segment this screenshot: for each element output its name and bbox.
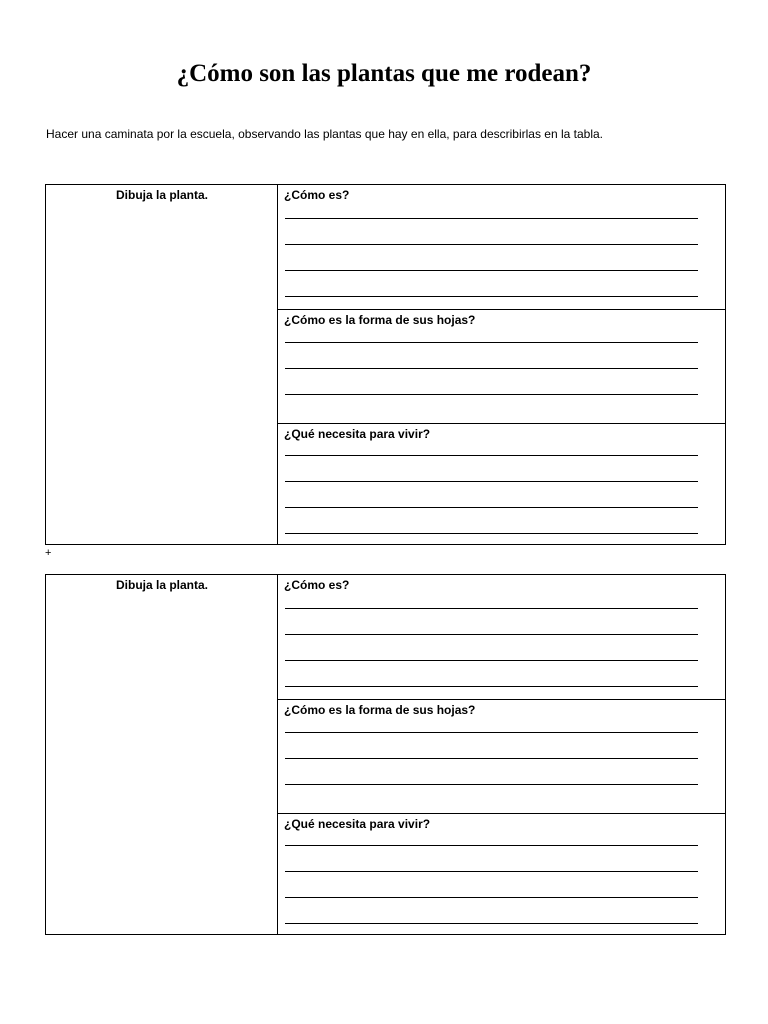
answer-line[interactable] — [285, 342, 698, 343]
plant-table-1 — [45, 184, 726, 545]
answer-line[interactable] — [285, 660, 698, 661]
answer-line[interactable] — [285, 533, 698, 534]
draw-plant-label: Dibuja la planta. — [115, 188, 208, 202]
answer-line[interactable] — [285, 758, 698, 759]
answer-line[interactable] — [285, 270, 698, 271]
question-cell-necesita-vivir — [278, 814, 725, 934]
answer-line[interactable] — [285, 394, 698, 395]
question-cell-forma-hojas — [278, 310, 725, 424]
answer-line[interactable] — [285, 481, 698, 482]
question-cell-necesita-vivir — [278, 424, 725, 544]
instructions-text: Hacer una caminata por la escuela, observando las plantas que hay en ella, para describirlas en la tabla. — [46, 127, 604, 141]
answer-line[interactable] — [285, 455, 698, 456]
page-title: ¿Cómo son las plantas que me rodean? — [176, 60, 592, 87]
draw-plant-label: Dibuja la planta. — [115, 578, 208, 592]
answer-line[interactable] — [285, 244, 698, 245]
answer-line[interactable] — [285, 845, 698, 846]
answer-line[interactable] — [285, 897, 698, 898]
question-label: ¿Cómo es? — [284, 578, 350, 592]
question-label: ¿Cómo es la forma de sus hojas? — [284, 313, 476, 327]
question-cell-forma-hojas — [278, 700, 725, 814]
answer-line[interactable] — [285, 923, 698, 924]
answer-line[interactable] — [285, 608, 698, 609]
draw-plant-cell[interactable] — [46, 185, 278, 544]
answer-line[interactable] — [285, 784, 698, 785]
question-cell-como-es — [278, 575, 725, 700]
answer-line[interactable] — [285, 507, 698, 508]
answer-line[interactable] — [285, 686, 698, 687]
question-cell-como-es — [278, 185, 725, 310]
answer-line[interactable] — [285, 296, 698, 297]
question-label: ¿Cómo es la forma de sus hojas? — [284, 703, 476, 717]
answer-line[interactable] — [285, 368, 698, 369]
draw-plant-cell[interactable] — [46, 575, 278, 934]
separator-mark: + — [45, 547, 52, 559]
question-label: ¿Qué necesita para vivir? — [284, 817, 431, 831]
answer-line[interactable] — [285, 732, 698, 733]
question-label: ¿Cómo es? — [284, 188, 350, 202]
question-label: ¿Qué necesita para vivir? — [284, 427, 431, 441]
answer-line[interactable] — [285, 871, 698, 872]
answer-line[interactable] — [285, 634, 698, 635]
plant-table-2 — [45, 574, 726, 935]
answer-line[interactable] — [285, 218, 698, 219]
